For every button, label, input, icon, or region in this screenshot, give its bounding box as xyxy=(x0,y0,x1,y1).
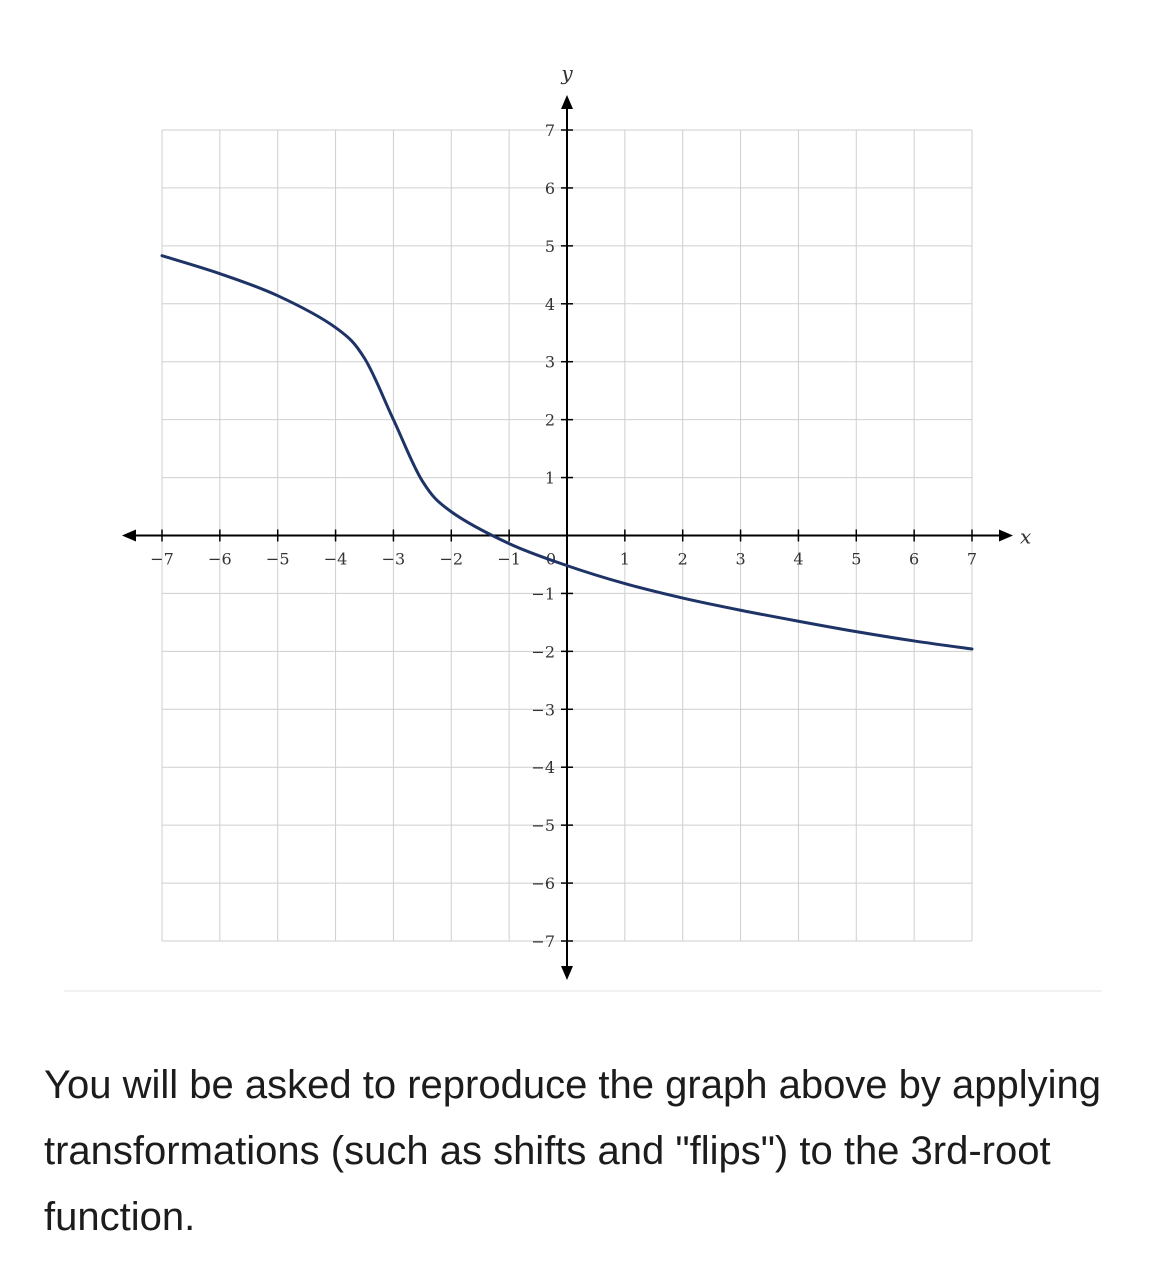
x-tick-label: −4 xyxy=(323,549,348,569)
x-tick-label: −5 xyxy=(265,549,290,569)
x-tick-label: −2 xyxy=(439,549,464,569)
y-tick-label: −6 xyxy=(531,874,555,894)
x-tick-label: 1 xyxy=(619,549,630,569)
x-tick-label: −3 xyxy=(381,549,406,569)
x-tick-label: −7 xyxy=(150,549,174,569)
y-tick-label: 3 xyxy=(544,352,555,372)
x-tick-label: −6 xyxy=(208,549,232,569)
y-tick-label: 6 xyxy=(544,178,555,198)
y-axis-label: y xyxy=(561,61,573,85)
y-tick-label: −1 xyxy=(531,584,555,604)
x-tick-label: 3 xyxy=(735,549,746,569)
x-tick-label: 0 xyxy=(545,549,557,569)
y-tick-label: −5 xyxy=(531,816,555,836)
y-axis-down-arrow-icon xyxy=(561,966,573,980)
x-tick-label: 7 xyxy=(966,549,978,569)
caption: You will be asked to reproduce the graph above by applying transformations (such as shifts and "flips") to the 3rd-root function. xyxy=(44,1063,1102,1239)
x-tick-label: −1 xyxy=(497,549,521,569)
x-axis-right-arrow-icon xyxy=(999,530,1013,542)
x-axis-label: x xyxy=(1020,524,1032,549)
y-axis-up-arrow-icon xyxy=(561,95,573,109)
x-tick-label: 5 xyxy=(851,549,862,569)
y-tick-label: −4 xyxy=(531,758,555,778)
divider xyxy=(64,990,1102,992)
y-tick-label: −7 xyxy=(531,932,555,951)
y-tick-label: 1 xyxy=(544,468,555,488)
y-tick-label: −3 xyxy=(531,700,555,720)
x-tick-label: 2 xyxy=(677,549,688,569)
x-tick-label: 4 xyxy=(793,549,804,569)
y-tick-label: 7 xyxy=(544,121,555,140)
y-tick-label: 2 xyxy=(544,410,555,430)
y-tick-label: −2 xyxy=(531,642,555,662)
x-tick-label: 6 xyxy=(909,549,920,569)
y-tick-label: 5 xyxy=(544,236,555,256)
x-axis-left-arrow-icon xyxy=(122,530,136,542)
y-tick-label: 4 xyxy=(544,294,555,314)
